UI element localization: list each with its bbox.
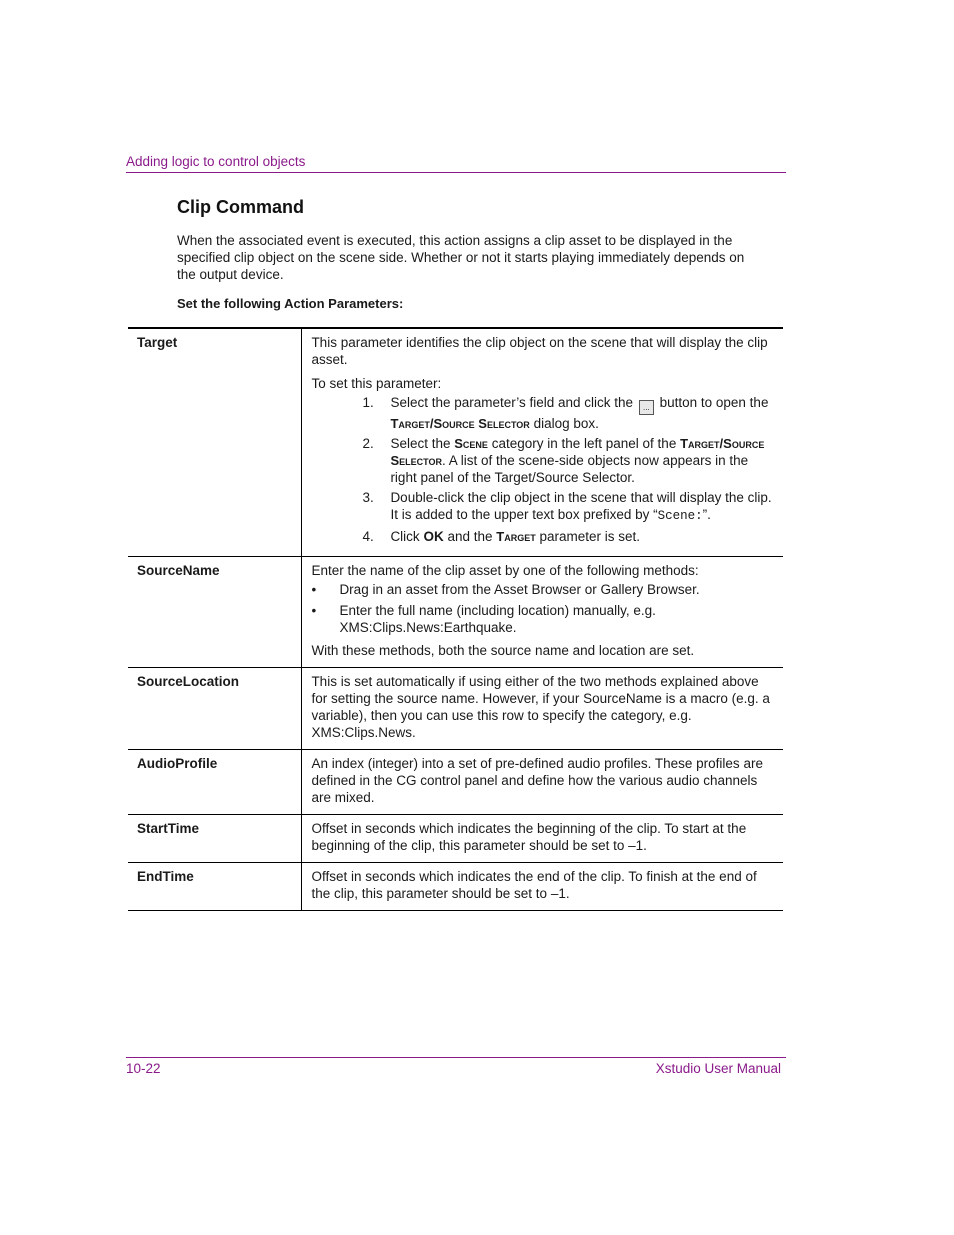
list-item: • Drag in an asset from the Asset Browser or Gallery Browser.: [311, 581, 774, 598]
param-name: AudioProfile: [128, 750, 302, 815]
table-row: [128, 750, 783, 815]
intro-paragraph: When the associated event is executed, this action assigns a clip asset to be displayed in the specified clip object on the scene side. Whether or not it starts playing immediately depends on the output device.: [177, 233, 745, 282]
action-parameters-table: [128, 327, 783, 911]
footer-rule: [126, 1057, 786, 1058]
param-name: Target: [128, 328, 302, 557]
table-row: [128, 557, 783, 668]
section-header: Adding logic to control objects: [126, 154, 306, 169]
code-text: Scene:: [657, 509, 703, 523]
manual-title: Xstudio User Manual: [655, 1061, 781, 1076]
param-description: Offset in seconds which indicates the end of the clip. To finish at the end of the clip, this parameter should be set to –1.: [302, 863, 783, 911]
param-note: With these methods, both the source name and location are set.: [311, 643, 695, 658]
param-description: Offset in seconds which indicates the beginning of the clip. To start at the beginning of the clip, this parameter should be set to –1.: [302, 815, 783, 863]
param-desc-text: Enter the name of the clip asset by one of the following methods:: [311, 563, 699, 578]
list-item: 3. Double-click the clip object in the scene that will display the clip. It is added to the upper text box prefixed by “Scene:”.: [362, 490, 772, 523]
list-item: 2. Select the Scene category in the left panel of the Target/Source Selector. A list of the scene-side objects now appears in the right panel of the Target/Source Selector.: [362, 436, 765, 485]
table-row: [128, 863, 783, 911]
param-desc-text: This parameter identifies the clip object on the scene that will display the clip asset.: [311, 335, 768, 367]
list-item: • Enter the full name (including location) manually, e.g. XMS:Clips.News:Earthquake.: [311, 602, 774, 636]
page-title: Clip Command: [177, 197, 305, 217]
param-name: SourceLocation: [128, 668, 302, 750]
header-rule: [126, 172, 786, 173]
param-description: This is set automatically if using either of the two methods explained above for setting the source name. However, if your SourceName is a macro (e.g. a variable), then you can use this row to specify the category, e.g. XMS:Clips.News.: [302, 668, 783, 750]
param-description: [302, 328, 783, 557]
list-item: 4. Click OK and the Target parameter is set.: [362, 529, 641, 544]
param-description: An index (integer) into a set of pre-defined audio profiles. These profiles are defined in the CG control panel and define how the various audio channels are mixed.: [302, 750, 783, 815]
param-name: EndTime: [128, 863, 302, 911]
steps-list: [311, 394, 774, 545]
table-row: [128, 328, 783, 557]
param-description: [302, 557, 783, 668]
howto-text: To set this parameter:: [311, 376, 442, 391]
param-name: SourceName: [128, 557, 302, 668]
page-number: 10-22: [126, 1061, 161, 1076]
parameters-lead-in: Set the following Action Parameters:: [177, 296, 404, 311]
param-name: StartTime: [128, 815, 302, 863]
table-row: [128, 668, 783, 750]
table-row: [128, 815, 783, 863]
ellipsis-button-icon: ...: [639, 400, 654, 415]
list-item: 1. Select the parameter’s field and click the ... button to open the Target/Source Selector dialog box.: [362, 395, 769, 431]
bullet-list: [311, 581, 774, 636]
